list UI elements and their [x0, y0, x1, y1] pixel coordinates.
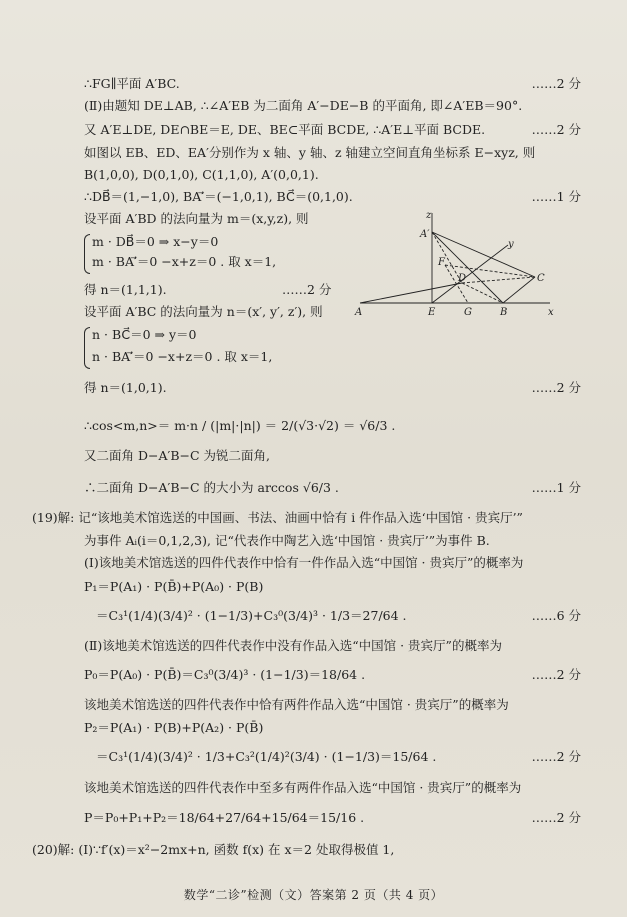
- label-x: x: [548, 307, 554, 318]
- label-y: y: [508, 239, 514, 250]
- page-footer: 数学“二诊”检测（文）答案第 2 页（共 4 页）: [183, 888, 444, 902]
- system-brace-1: [84, 234, 90, 274]
- y-axis-line: [432, 245, 508, 303]
- edge-a1-c: [432, 232, 535, 277]
- label-a: A: [355, 307, 363, 318]
- edge-b-c: [503, 277, 535, 303]
- label-d: D: [458, 273, 467, 284]
- answer-sheet-page: ∴FG∥平面 A′BC. ……2 分 (Ⅱ)由题知 DE⊥AB, ∴∠A′EB 为二面角 A′−DE−B 的平面角, 即∠A′EB＝90°. 又 A′E⊥DE, DE∩BE＝E, DE、BE⊂平面 BCDE, ∴A′E⊥平面 BCDE. ……2 分 如图以 EB、ED、EA′分别作为 x 轴、y 轴、z 轴建立空间直角坐标系 E−xyz, 则 B(1,0,0), D(0,1,0), C(1,1,0), A′(0,0,1). ∴DB⃗＝(1,−1,0), BA′⃗＝(−1,0,1), BC⃗＝(0,1,0). ……1 分 设平面 A′BD 的法向量为 m＝(x,y,z), 则 m · DB⃗＝0 ⇒ x−y＝0 m · BA′⃗＝0 −x+z＝0 . 取 x＝1, 得 n＝(1,1,1). ……2 分 设平面 A′BC 的法向量为 n＝(x′, y′, z′), 则 n · BC⃗＝0 ⇒ y＝0 n · BA′⃗＝0 −x+z＝0 . 取 x＝1, 得 n＝(1,0,1). ……2 分 ∴cos<m,n>＝ m·n / (|m|·|n|) ＝ 2/(√3·√2) ＝ √6/3 . 又二面角 D−A′B−C 为锐二面角, ∴二面角 D−A′B−C 的大小为 arccos √6/3 . ……1 分 (19)解: 记“该地美术馆选送的中国画、书法、油画中恰有 i 件作品入选‘中国馆 · 贵宾厅’” 为事件 Aᵢ(i＝0,1,2,3), 记“代表作中陶艺入选‘中国馆 · 贵宾厅’”为事件 B. (Ⅰ)该地美术馆选送的四件代表作中恰有一件作品入选“中国馆 · 贵宾厅”的概率为 P₁＝P(A₁) · P(B̄)+P(A₀) · P(B) ＝C₃¹(1/4)(3/4)² · (1−1/3)+C₃⁰(3/4)³ · 1/3＝27/64 . ……6 分 (Ⅱ)该地美术馆选送的四件代表作中没有作品入选“中国馆 · 贵宾厅”的概率为 P₀＝P(A₀) · P(B̄)＝C₃⁰(3/4)³ · (1−1/3)＝18/64 . ……2 分 该地美术馆选送的四件代表作中恰有两件作品入选“中国馆 · 贵宾厅”的概率为 P₂＝P(A₁) · P(B)+P(A₂) · P(B̄) ＝C₃¹(1/4)(3/4)² · 1/3+C₃²(1/4)²(3/4) · (1−1/3)＝15/64 . ……2 分 该地美术馆选送的四件代表作中至多有两件作品入选“中国馆 · 贵宾厅”的概率为 P＝P₀+P₁+P₂＝18/64+27/64+15/64＝15/16 . ……2 分 (20)解: (Ⅰ)∵f′(x)＝x²−2mx+n, 函数 f(x) 在 x＝2 处取得极值 1, z A′ F y D C A E G B x 数学“二诊”检测（文）答案第 2 页（共 4 页）: [0, 0, 627, 917]
- edge-d-c: [462, 277, 535, 283]
- label-g: G: [464, 307, 472, 318]
- label-f: F: [438, 257, 445, 268]
- label-c: C: [537, 273, 545, 284]
- label-e: E: [428, 307, 436, 318]
- geometry-figure: [350, 205, 560, 320]
- label-b: B: [500, 307, 508, 318]
- label-z: z: [426, 210, 432, 221]
- label-a-prime: A′: [420, 229, 430, 240]
- edge-d-b: [462, 283, 503, 303]
- system-brace-2: [84, 327, 90, 369]
- edge-a-d: [360, 283, 462, 303]
